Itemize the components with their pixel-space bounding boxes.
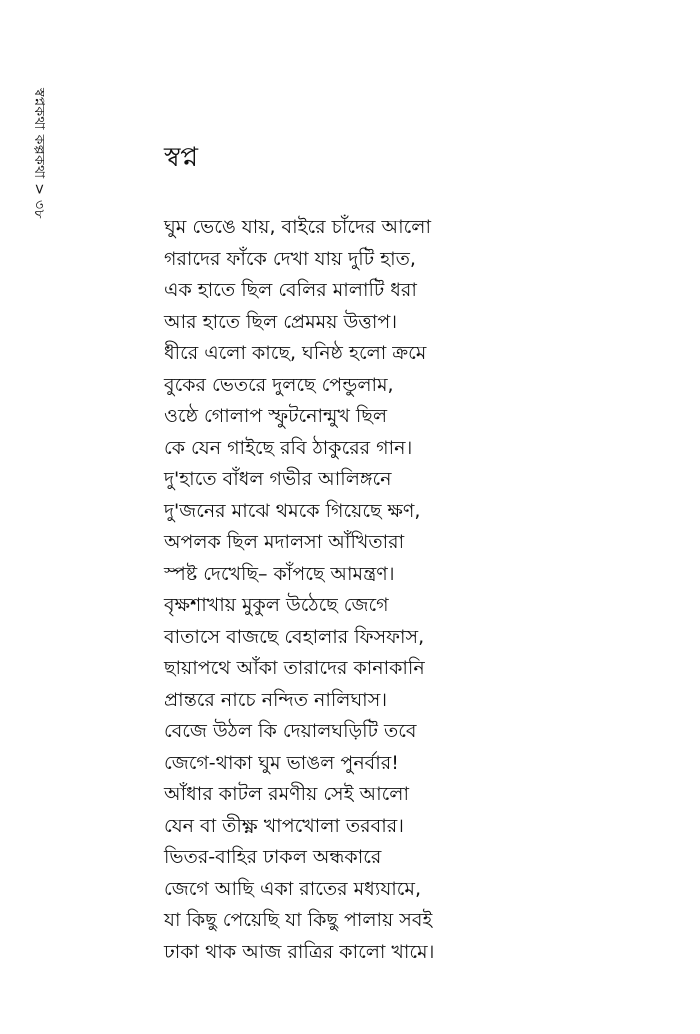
poem-line: জেগে-থাকা ঘুম ভাঙল পুনর্বার!	[164, 751, 399, 774]
poem-line: ছায়াপথে আঁকা তারাদের কানাকানি	[164, 657, 425, 679]
poem-line: ঢাকা থাক আজ রাত্রির কালো খামে।	[164, 940, 435, 963]
running-head-text: স্বপ্নকথা কল্পকথা > ৩৮	[31, 88, 47, 219]
poem-line: কে যেন গাইছে রবি ঠাকুরের গান।	[164, 436, 413, 459]
poem-line: ধীরে এলো কাছে, ঘনিষ্ঠ হলো ক্রমে	[164, 342, 427, 364]
poem-line: জেগে আছি একা রাতের মধ্যযামে,	[164, 877, 422, 900]
poem-title: স্বপ্ন	[164, 142, 199, 173]
poem-line: অপলক ছিল মদালসা আঁখিতারা	[164, 531, 405, 553]
poem-body	[164, 212, 624, 968]
poem-line: যা কিছু পেয়েছি যা কিছু পালায় সবই	[164, 909, 433, 931]
poem-line: বেজে উঠল কি দেয়ালঘড়িটি তবে	[164, 720, 417, 742]
poem-line: এক হাতে ছিল বেলির মালাটি ধরা	[164, 279, 417, 301]
poem-line: দু'জনের মাঝে থমকে গিয়েছে ক্ষণ,	[164, 499, 421, 522]
poem-line: গরাদের ফাঁকে দেখা যায় দুটি হাত,	[164, 247, 416, 270]
poem-line: স্পষ্ট দেখেছি– কাঁপছে আমন্ত্রণ।	[164, 562, 395, 585]
poem-line: আঁধার কাটল রমণীয় সেই আলো	[164, 783, 409, 805]
poem-line: বাতাসে বাজছে বেহালার ফিসফাস,	[164, 625, 425, 648]
poem-line: ওষ্ঠে গোলাপ স্ফুটনোন্মুখ ছিল	[164, 405, 387, 427]
poem-line: বৃক্ষশাখায় মুকুল উঠেছে জেগে	[164, 594, 389, 616]
poem-line: বুকের ভেতরে দুলছে পেন্ডুলাম,	[164, 373, 394, 396]
poem-line: যেন বা তীক্ষ্ণ খাপখোলা তরবার।	[164, 814, 404, 837]
poem-line: ঘুম ভেঙে যায়, বাইরে চাঁদের আলো	[164, 216, 431, 238]
poem-line: ভিতর-বাহির ঢাকল অন্ধকারে	[164, 846, 382, 868]
poem-line: দু'হাতে বাঁধল গভীর আলিঙ্গনে	[164, 468, 392, 490]
poem-line: প্রান্তরে নাচে নন্দিত নালিঘাস।	[164, 688, 388, 711]
poem-line: আর হাতে ছিল প্রেমময় উত্তাপ।	[164, 310, 398, 333]
